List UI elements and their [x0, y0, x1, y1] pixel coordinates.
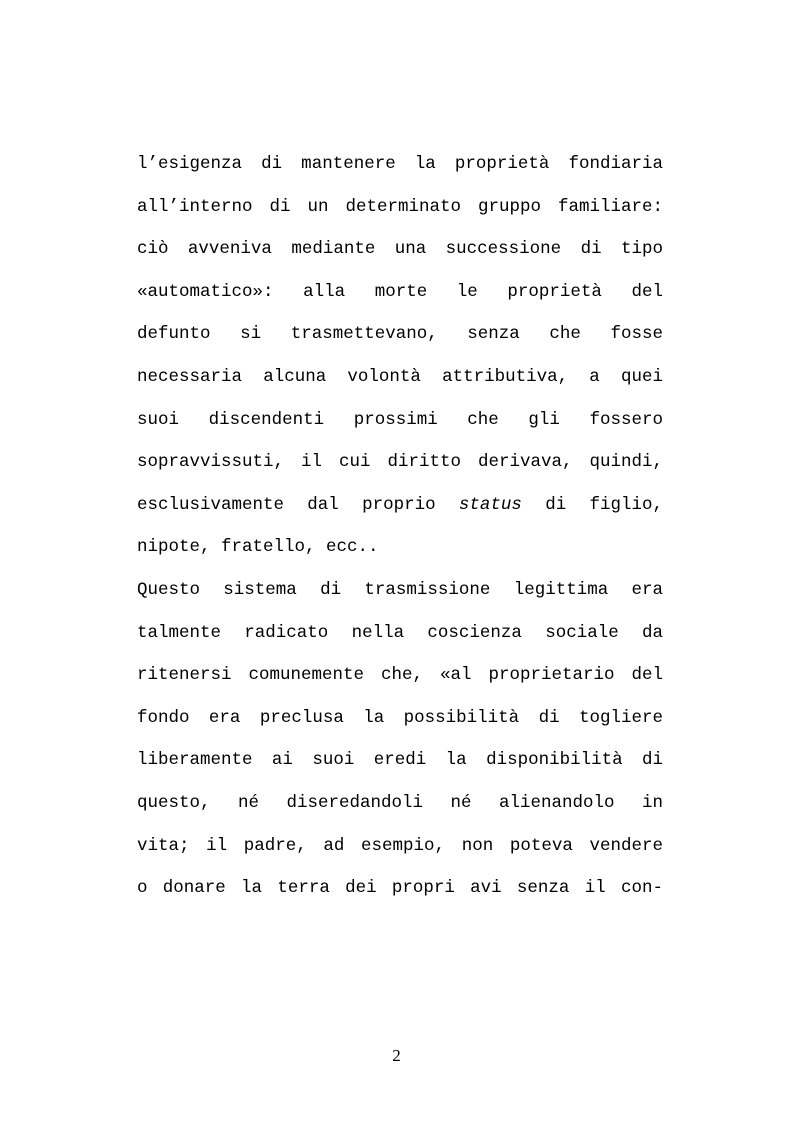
paragraph-end-line: nipote, fratello, ecc.. [137, 537, 379, 558]
text-line: sopravvissuti, il cui diritto derivava, quindi, [137, 452, 663, 473]
text-line: defunto si trasmettevano, senza che fosse [137, 324, 663, 345]
page-number: 2 [392, 1046, 401, 1065]
text-line: fondo era preclusa la possibilità di togliere [137, 707, 663, 728]
text-line: l’esigenza di mantenere la proprietà fondiaria [137, 154, 663, 174]
text-line: liberamente ai suoi eredi la disponibilità di [137, 750, 663, 771]
text-line: questo, né diseredandoli né alienandolo in [137, 792, 663, 813]
body-text [137, 143, 663, 910]
text-line: o donare la terra dei propri avi senza il con- [137, 878, 663, 899]
text-line: talmente radicato nella coscienza sociale da [137, 622, 663, 643]
text-line: necessaria alcuna volontà attributiva, a quei [137, 366, 663, 387]
text-line-with-italic [137, 484, 663, 527]
text-segment: di figlio, [545, 494, 663, 515]
text-line: ciò avveniva mediante una successione di tipo [137, 239, 663, 260]
text-line: ritenersi comunemente che, «al proprietario del [137, 665, 663, 686]
text-segment: esclusivamente dal proprio [137, 494, 436, 515]
text-line: suoi discendenti prossimi che gli fossero [137, 409, 663, 430]
italic-term: status [458, 494, 522, 515]
text-line: «automatico»: alla morte le proprietà del [137, 281, 663, 302]
text-line: all’interno di un determinato gruppo familiare: [137, 196, 663, 217]
text-line: vita; il padre, ad esempio, non poteva vendere [137, 835, 663, 856]
text-line: Questo sistema di trasmissione legittima era [137, 579, 663, 600]
